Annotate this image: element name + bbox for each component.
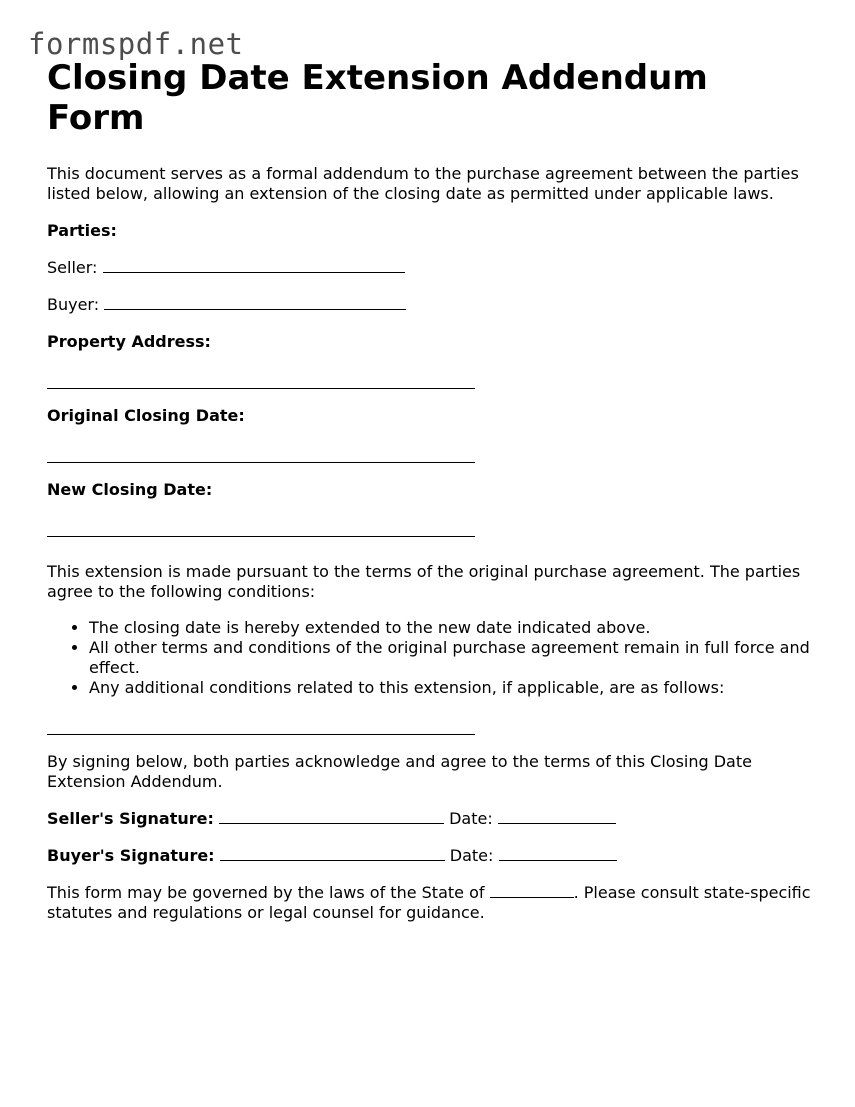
governing-law-prefix: This form may be governed by the laws of the State of	[47, 883, 485, 902]
intro-paragraph: This document serves as a formal addendum to the purchase agreement between the parties listed below, allowing an extension of the closing date as permitted under applicable laws.	[47, 164, 799, 203]
site-watermark: formspdf.net	[28, 27, 244, 61]
form-title: Closing Date Extension Addendum Form	[47, 58, 708, 138]
seller-signature-label: Seller's Signature:	[47, 809, 214, 828]
form-document	[47, 58, 822, 923]
new-closing-date-heading: New Closing Date:	[47, 480, 213, 499]
list-item: • Any additional conditions related to this extension, if applicable, are as follows:	[89, 678, 822, 698]
pursuant-paragraph: This extension is made pursuant to the terms of the original purchase agreement. The parties agree to the following conditions:	[47, 562, 801, 601]
buyer-date-field[interactable]	[499, 846, 617, 861]
buyer-signature-label: Buyer's Signature:	[47, 846, 215, 865]
list-item: • The closing date is hereby extended to the new date indicated above.	[89, 618, 822, 638]
list-item: • All other terms and conditions of the original purchase agreement remain in full force and effect.	[89, 638, 822, 678]
seller-label: Seller:	[47, 258, 98, 277]
seller-row	[47, 258, 822, 278]
buyer-date-label: Date:	[449, 846, 494, 865]
buyer-label: Buyer:	[47, 295, 100, 314]
seller-date-field[interactable]	[498, 809, 616, 824]
seller-name-field[interactable]	[103, 258, 405, 273]
buyer-signature-row	[47, 846, 822, 866]
original-closing-date-heading: Original Closing Date:	[47, 406, 245, 425]
property-address-heading: Property Address:	[47, 332, 211, 351]
seller-signature-row	[47, 809, 822, 829]
parties-heading: Parties:	[47, 221, 117, 240]
governing-law-paragraph	[47, 883, 822, 923]
conditions-list	[47, 618, 822, 698]
additional-conditions-field[interactable]	[47, 715, 475, 735]
property-address-field[interactable]	[47, 369, 475, 389]
new-closing-date-field[interactable]	[47, 517, 475, 537]
seller-date-label: Date:	[449, 809, 493, 828]
state-field[interactable]	[490, 883, 574, 898]
seller-signature-field[interactable]	[219, 809, 444, 824]
buyer-signature-field[interactable]	[220, 846, 445, 861]
acknowledgement-paragraph: By signing below, both parties acknowledge and agree to the terms of this Closing Date Extension Addendum.	[47, 752, 752, 791]
buyer-name-field[interactable]	[104, 295, 406, 310]
governing-law-suffix: . Please consult state-specific statutes and regulations or legal counsel for guidance.	[47, 883, 811, 922]
original-closing-date-field[interactable]	[47, 443, 475, 463]
buyer-row	[47, 295, 822, 315]
